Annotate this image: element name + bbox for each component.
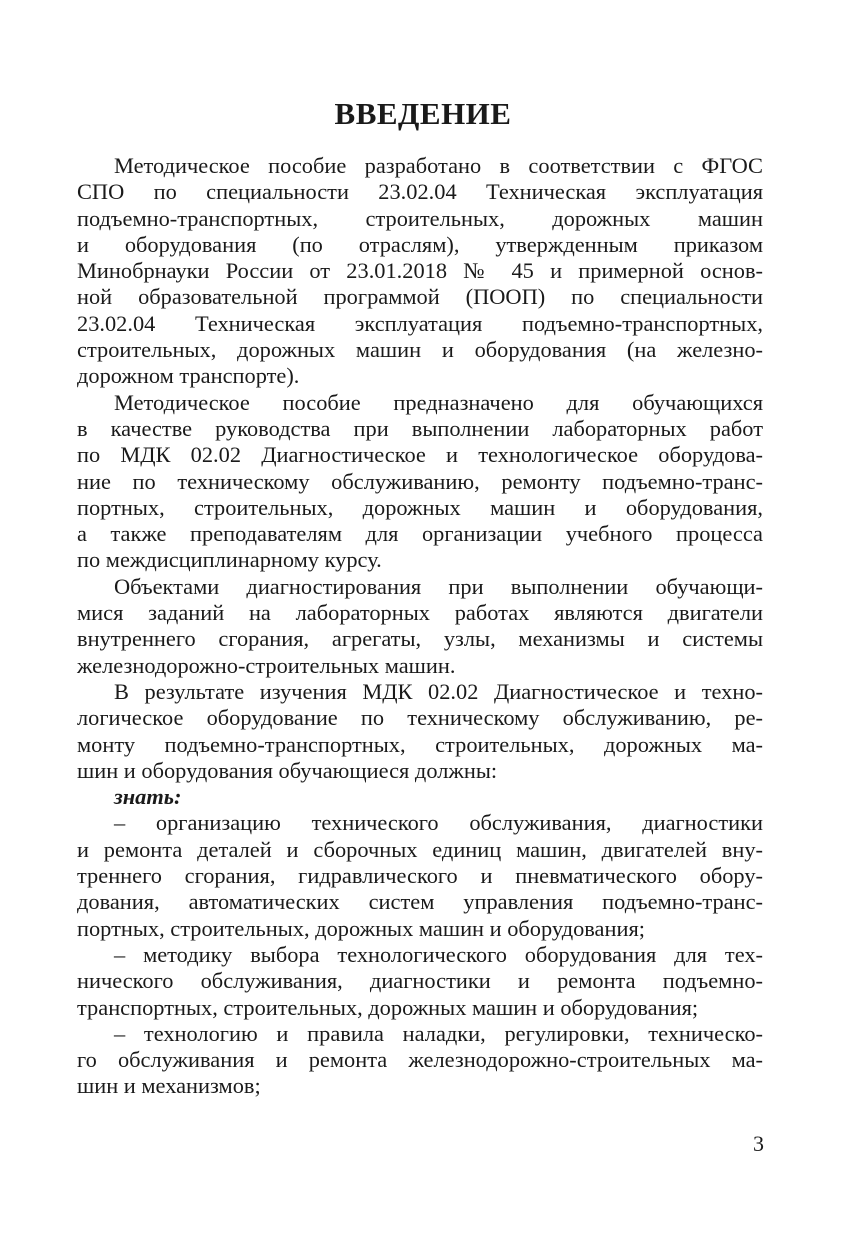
list-item <box>77 1021 763 1100</box>
text-line: треннего сгорания, гидравлического и пневматического обору- <box>77 863 763 889</box>
text-line: логическое оборудование по техническому обслуживанию, ре- <box>77 705 763 731</box>
text-line: а также преподавателям для организации учебного процесса <box>77 521 763 547</box>
text-line: дорожном транспорте). <box>77 363 300 389</box>
text-line: Минобрнауки России от 23.01.2018 № 45 и примерной основ- <box>77 258 763 284</box>
text-line: Объектами диагностирования при выполнении обучающи- <box>114 573 763 599</box>
paragraph-1 <box>77 153 763 390</box>
list-item <box>77 810 763 941</box>
text-line: по междисциплинарному курсу. <box>77 547 382 573</box>
text-line: ной образовательной программой (ПООП) по специальности <box>77 284 763 310</box>
text-line: ние по техническому обслуживанию, ремонту подъемно-транс- <box>77 468 763 494</box>
text-line: портных, строительных, дорожных машин и оборудования; <box>77 915 645 941</box>
text-line: монту подъемно-транспортных, строительных, дорожных ма- <box>77 731 763 757</box>
text-line: Методическое пособие разработано в соответствии с ФГОС <box>114 153 763 178</box>
text-line: и ремонта деталей и сборочных единиц машин, двигателей вну- <box>77 836 763 862</box>
text-line: СПО по специальности 23.02.04 Техническая эксплуатация <box>77 179 763 205</box>
text-line: железнодорожно-строительных машин. <box>77 652 456 678</box>
text-line: транспортных, строительных, дорожных машин и оборудования; <box>77 994 699 1020</box>
text-line: портных, строительных, дорожных машин и оборудования, <box>77 494 763 520</box>
text-line: строительных, дорожных машин и оборудования (на железно- <box>77 337 763 363</box>
text-line: дования, автоматических систем управления подъемно-транс- <box>77 889 763 915</box>
text-line: мися заданий на лабораторных работах являются двигатели <box>77 600 763 626</box>
text-line: – методику выбора технологического оборудования для тех- <box>114 941 763 967</box>
text-line: В результате изучения МДК 02.02 Диагностическое и техно- <box>114 678 763 704</box>
paragraph-2 <box>77 390 763 574</box>
text-line: Методическое пособие предназначено для обучающихся <box>114 389 763 415</box>
know-label: знать: <box>114 784 182 810</box>
text-line: – технологию и правила наладки, регулировки, техническо- <box>114 1020 763 1046</box>
text-line: по МДК 02.02 Диагностическое и технологическое оборудова- <box>77 442 763 468</box>
text-line: и оборудования (по отраслям), утвержденным приказом <box>77 231 763 257</box>
body-text <box>77 153 763 1100</box>
paragraph-4 <box>77 679 763 784</box>
text-line: подъемно-транспортных, строительных, дорожных машин <box>77 205 763 231</box>
text-line: внутреннего сгорания, агрегаты, узлы, механизмы и системы <box>77 626 763 652</box>
text-line: шин и оборудования обучающиеся должны: <box>77 757 498 783</box>
page-title: ВВЕДЕНИЕ <box>334 96 512 131</box>
text-line: го обслуживания и ремонта железнодорожно-строительных ма- <box>77 1047 763 1073</box>
page-number: 3 <box>753 1131 764 1156</box>
paragraph-3 <box>77 574 763 679</box>
list-item <box>77 942 763 1021</box>
text-line: в качестве руководства при выполнении лабораторных работ <box>77 415 763 441</box>
text-line: – организацию технического обслуживания, диагностики <box>114 810 763 836</box>
text-line: 23.02.04 Техническая эксплуатация подъемно-транспортных, <box>77 310 763 336</box>
text-line: шин и механизмов; <box>77 1073 261 1099</box>
text-line: нического обслуживания, диагностики и ремонта подъемно- <box>77 968 763 994</box>
